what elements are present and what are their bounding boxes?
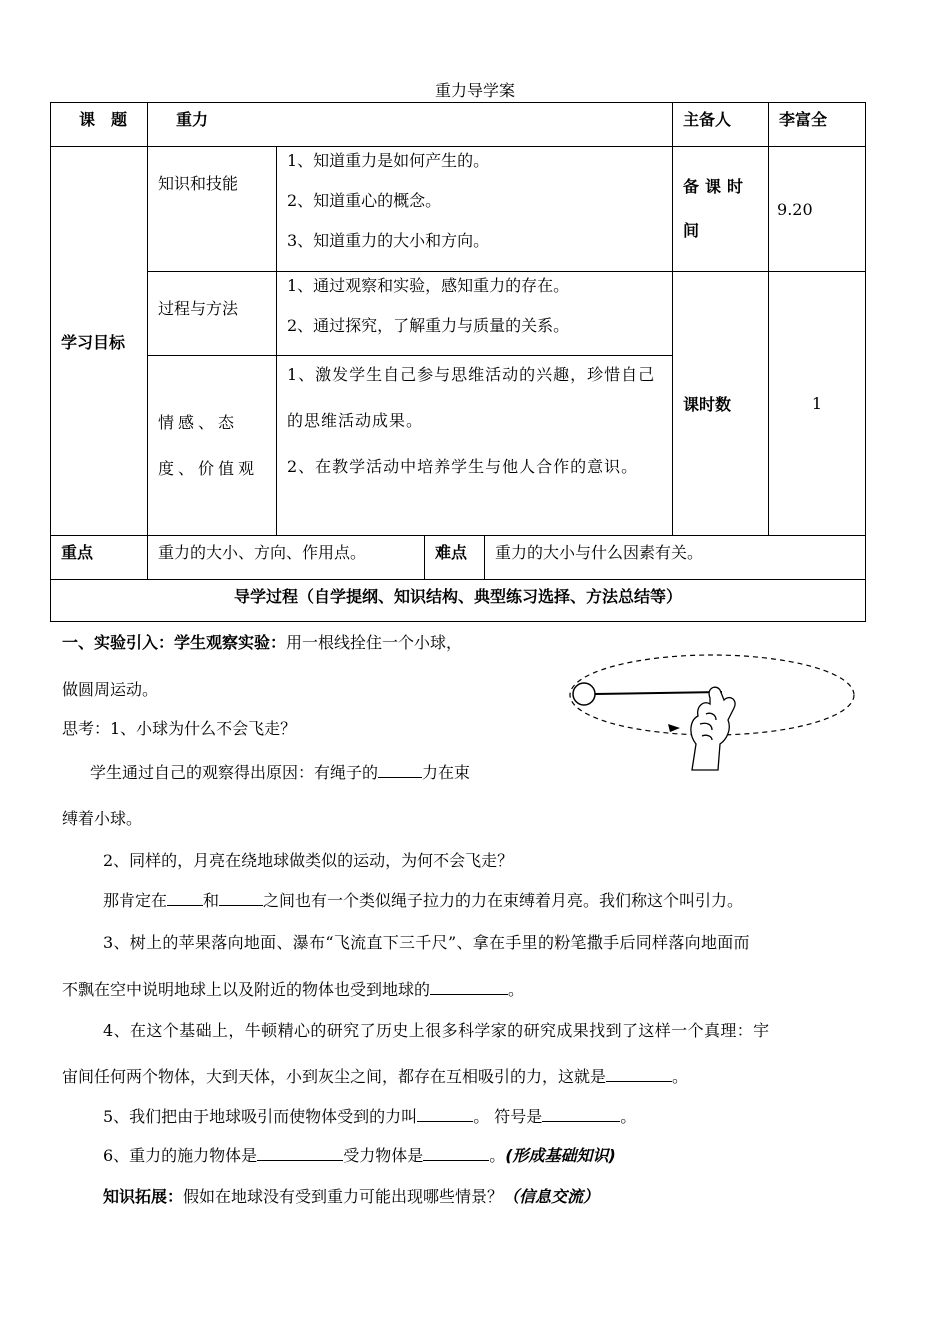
lesson-plan-table bbox=[50, 102, 865, 622]
note-text: （信息交流） bbox=[503, 1187, 600, 1206]
fill-blank[interactable] bbox=[378, 763, 422, 778]
section-heading: 一、实验引入：学生观察实验： bbox=[62, 633, 287, 652]
answer-text: 不飘在空中说明地球上以及附近的物体也受到地球的 bbox=[62, 980, 431, 999]
preparer-label: 主备人 bbox=[673, 103, 769, 147]
answer-text: 和 bbox=[203, 891, 220, 910]
objective-items bbox=[277, 356, 673, 536]
ball-circular-motion-illustration bbox=[560, 640, 860, 775]
page-title: 重力导学案 bbox=[434, 81, 515, 100]
question-6 bbox=[103, 1143, 616, 1166]
knowledge-extension bbox=[103, 1184, 599, 1207]
fill-blank[interactable] bbox=[417, 1107, 473, 1122]
objective-category: 知识和技能 bbox=[148, 147, 277, 272]
difficulty-value: 重力的大小与什么因素有关。 bbox=[485, 536, 866, 580]
key-point-value: 重力的大小、方向、作用点。 bbox=[148, 536, 425, 580]
fill-blank[interactable] bbox=[430, 980, 508, 995]
hours-value: 1 bbox=[769, 272, 866, 536]
fill-blank[interactable] bbox=[167, 891, 203, 906]
answer-text: 之间也有一个类似绳子拉力的力在束缚着月亮。我们称这个叫引力。 bbox=[263, 891, 744, 910]
question-4: 4、在这个基础上，牛顿精心的研究了历史上很多科学家的研究成果找到了这样一个真理：宇 bbox=[103, 1021, 770, 1040]
answer-text: 。 符号是 bbox=[473, 1107, 543, 1126]
objective-item: 1、知道重力是如何产生的。 bbox=[287, 151, 490, 170]
answer-line: 缚着小球。 bbox=[62, 809, 143, 828]
section-heading-line bbox=[62, 630, 462, 653]
section-line: 做圆周运动。 bbox=[62, 680, 159, 699]
key-point-label: 重点 bbox=[51, 536, 148, 580]
question-3-cont bbox=[62, 977, 524, 1000]
objective-item: 1、通过观察和实验，感知重力的存在。 bbox=[287, 276, 570, 295]
preparer-value: 李富全 bbox=[769, 103, 866, 147]
answer-text: 宙间任何两个物体，大到天体，小到灰尘之间，都存在互相吸引的力，这就是 bbox=[62, 1067, 607, 1086]
think-question: 思考：1、小球为什么不会飞走？ bbox=[62, 719, 297, 738]
answer-text: 。 bbox=[489, 1146, 506, 1165]
extension-text: 假如在地球没有受到重力可能出现哪些情景？ bbox=[183, 1187, 504, 1206]
extension-label: 知识拓展： bbox=[103, 1187, 184, 1206]
answer-text: 。 bbox=[672, 1067, 689, 1086]
answer-text: 那肯定在 bbox=[103, 891, 168, 910]
process-header: 导学过程（自学提纲、知识结构、典型练习选择、方法总结等） bbox=[51, 580, 866, 622]
fill-blank[interactable] bbox=[423, 1146, 489, 1161]
fill-blank[interactable] bbox=[219, 891, 263, 906]
answer-text: 受力物体是 bbox=[343, 1146, 424, 1165]
answer-text: 5、我们把由于地球吸引而使物体受到的力叫 bbox=[103, 1107, 418, 1126]
objective-category: 情感、态度、价值观 bbox=[148, 356, 277, 536]
answer-text: 学生通过自己的观察得出原因：有绳子的 bbox=[90, 763, 379, 782]
topic-value: 重力 bbox=[148, 103, 673, 147]
question-5 bbox=[103, 1104, 636, 1127]
ball-icon bbox=[573, 683, 595, 705]
objective-item: 2、通过探究，了解重力与质量的关系。 bbox=[287, 316, 570, 335]
question-2: 2、同样的，月亮在绕地球做类似的运动，为何不会飞走？ bbox=[103, 851, 514, 870]
arrow-icon bbox=[668, 724, 680, 732]
hours-label: 课时数 bbox=[673, 272, 769, 536]
objective-items bbox=[277, 147, 673, 272]
objective-items bbox=[277, 272, 673, 356]
fill-blank[interactable] bbox=[542, 1107, 620, 1122]
section-heading-rest: 用一根线拴住一个小球， bbox=[286, 633, 463, 652]
objectives-label: 学习目标 bbox=[51, 147, 148, 536]
objective-item: 1、激发学生自己参与思维活动的兴趣，珍惜自己的思维活动成果。 bbox=[287, 365, 656, 430]
string-line bbox=[595, 692, 722, 694]
fill-blank[interactable] bbox=[257, 1146, 343, 1161]
objective-category: 过程与方法 bbox=[148, 272, 277, 356]
note-text: (形成基础知识) bbox=[505, 1146, 616, 1165]
answer-line bbox=[90, 760, 470, 783]
difficulty-label: 难点 bbox=[425, 536, 485, 580]
answer-text: 。 bbox=[620, 1107, 637, 1126]
objective-item: 2、知道重心的概念。 bbox=[287, 191, 442, 210]
answer-text: 6、重力的施力物体是 bbox=[103, 1146, 258, 1165]
answer-text: 力在束 bbox=[422, 763, 471, 782]
question-2-answer bbox=[103, 888, 743, 911]
hand-icon bbox=[691, 687, 735, 770]
question-4-cont bbox=[62, 1064, 688, 1087]
prep-time-label: 备课时间 bbox=[673, 147, 769, 272]
objective-item: 2、在教学活动中培养学生与他人合作的意识。 bbox=[287, 457, 639, 476]
fill-blank[interactable] bbox=[606, 1067, 672, 1082]
prep-time-value: 9.20 bbox=[769, 147, 866, 272]
answer-text: 。 bbox=[508, 980, 525, 999]
topic-label: 课 题 bbox=[51, 103, 148, 147]
objective-item: 3、知道重力的大小和方向。 bbox=[287, 231, 490, 250]
question-3: 3、树上的苹果落向地面、瀑布“飞流直下三千尺”、拿在手里的粉笔撒手后同样落向地面而 bbox=[103, 933, 750, 952]
